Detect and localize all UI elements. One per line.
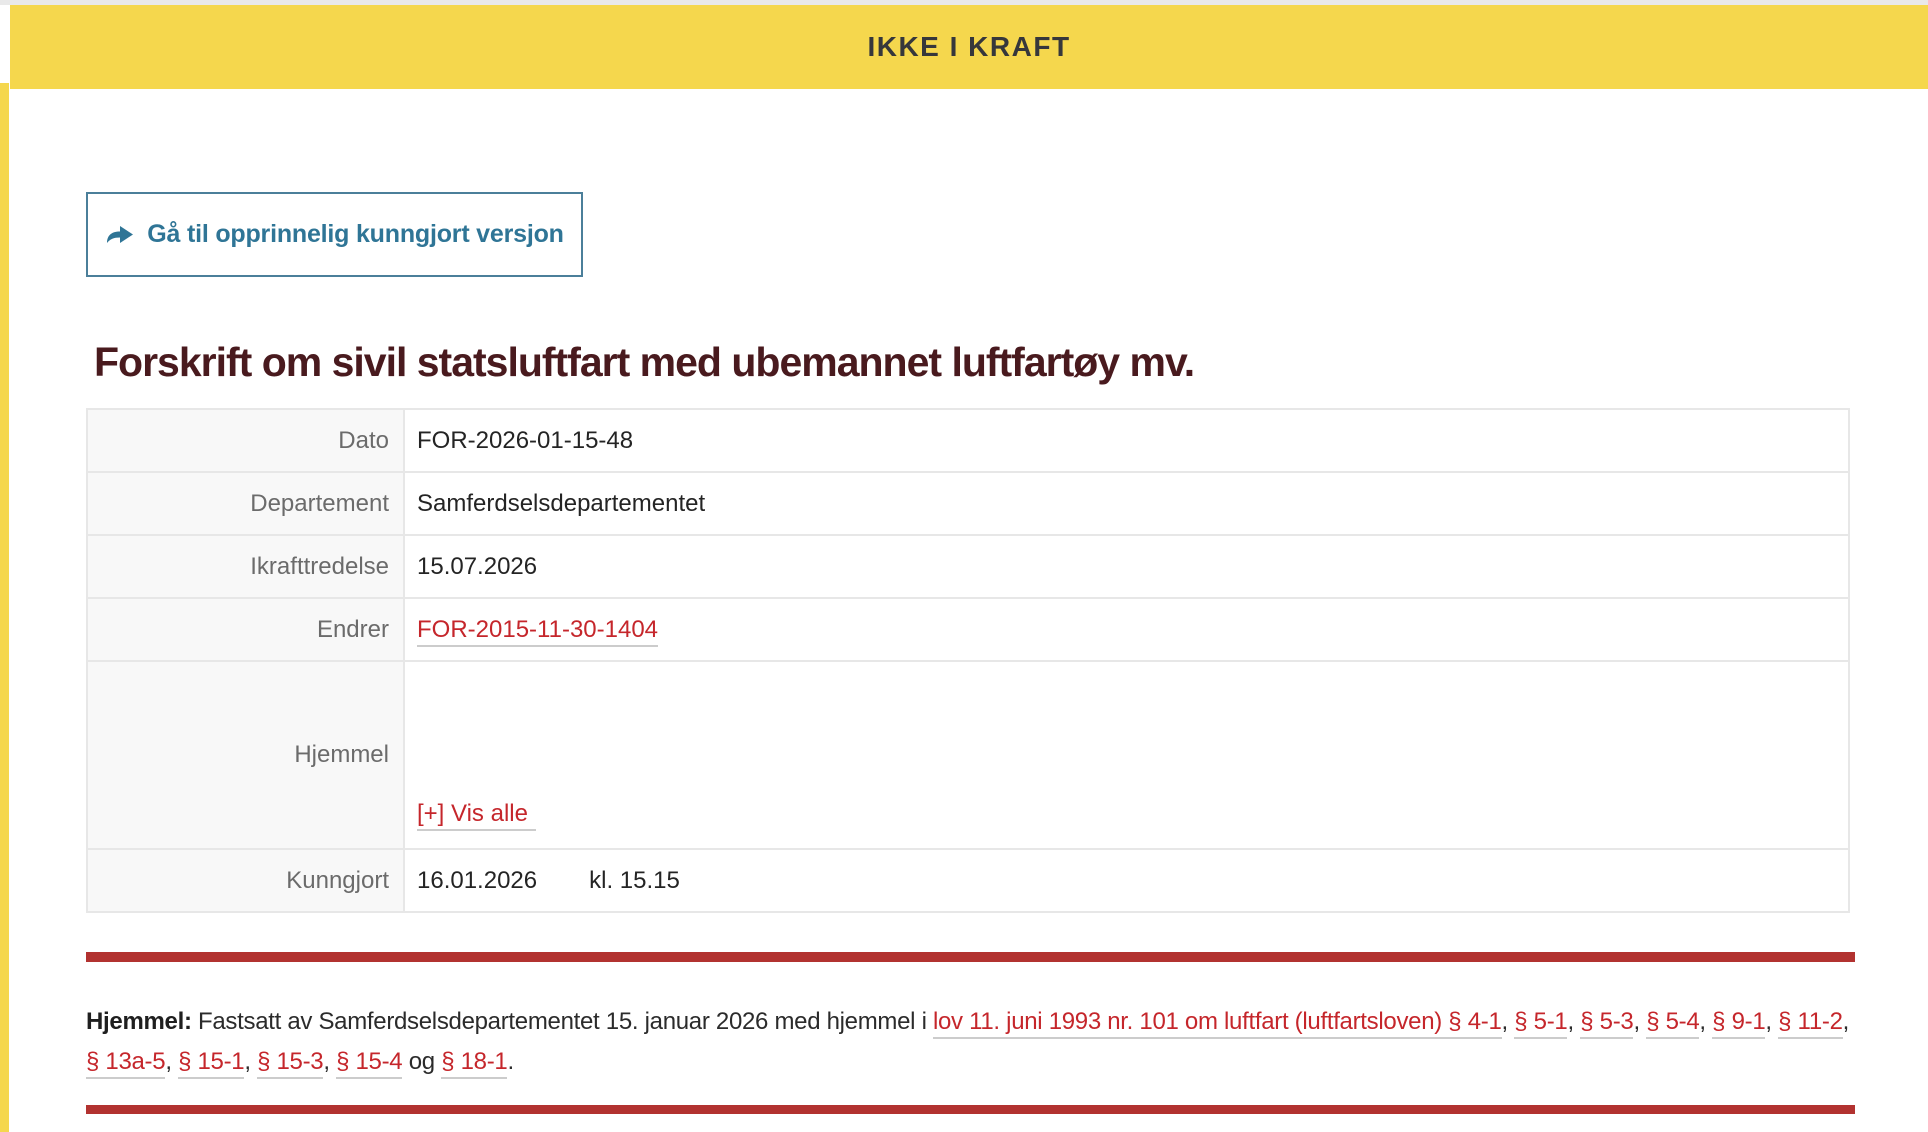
row-value-cell (404, 661, 1849, 849)
hjemmel-text: , (1842, 1008, 1849, 1035)
row-label: Ikrafttredelse (87, 535, 404, 598)
hjemmel-text: . (507, 1048, 514, 1075)
row-label: Endrer (87, 598, 404, 661)
vis-alle-link[interactable]: [+] Vis alle (417, 800, 536, 831)
row-value-time: kl. 15.15 (589, 866, 680, 894)
hjemmel-law-link[interactable]: § 5-3 (1580, 1008, 1633, 1039)
hjemmel-text: , (323, 1048, 337, 1075)
page-title: Forskrift om sivil statsluftfart med ubemannet luftfartøy mv. (94, 339, 1195, 385)
meta-table (86, 408, 1850, 913)
hjemmel-text: , (1633, 1008, 1647, 1035)
table-row (87, 598, 1849, 661)
hjemmel-text: og (402, 1048, 442, 1075)
row-value-cell (404, 849, 1849, 912)
row-value: 16.01.2026 (417, 866, 538, 894)
arrow-right-icon (105, 224, 135, 246)
row-label: Departement (87, 472, 404, 535)
goto-original-version-label: Gå til opprinnelig kunngjort versjon (147, 220, 564, 248)
row-value: 15.07.2026 (417, 552, 538, 580)
row-label: Dato (87, 409, 404, 472)
hjemmel-text: , (1501, 1008, 1515, 1035)
hjemmel-law-link[interactable]: § 5-1 (1514, 1008, 1567, 1039)
table-row (87, 849, 1849, 912)
hjemmel-law-link[interactable]: § 15-4 (336, 1048, 402, 1079)
row-label: Hjemmel (87, 661, 404, 849)
hjemmel-law-link[interactable]: § 13a-5 (86, 1048, 165, 1079)
divider-bar-top (86, 952, 1855, 962)
table-row (87, 472, 1849, 535)
hjemmel-law-link[interactable]: § 11-2 (1778, 1008, 1842, 1039)
goto-original-version-button[interactable] (86, 192, 583, 277)
hjemmel-text: , (1699, 1008, 1713, 1035)
row-label: Kunngjort (87, 849, 404, 912)
divider-bar-bottom (86, 1105, 1855, 1114)
hjemmel-text: Fastsatt av Samferdselsdepartementet 15. januar 2026 med hjemmel i (198, 1008, 933, 1035)
row-value-cell (404, 598, 1849, 661)
hjemmel-text: , (1765, 1008, 1779, 1035)
hjemmel-law-link[interactable]: § 15-1 (178, 1048, 244, 1079)
hjemmel-law-link[interactable]: § 15-3 (257, 1048, 323, 1079)
hjemmel-text: , (165, 1048, 179, 1075)
hjemmel-law-link[interactable]: lov 11. juni 1993 nr. 101 om luftfart (luftfartsloven) § 4-1 (933, 1008, 1502, 1039)
table-row (87, 661, 1849, 849)
hjemmel-text: , (244, 1048, 258, 1075)
hjemmel-paragraph (86, 1002, 1854, 1082)
left-accent-strip (0, 83, 9, 1132)
row-value: FOR-2026-01-15-48 (417, 426, 634, 454)
hjemmel-text: , (1567, 1008, 1581, 1035)
row-value: Samferdselsdepartementet (417, 489, 706, 517)
table-row (87, 535, 1849, 598)
table-row (87, 409, 1849, 472)
hjemmel-law-link[interactable]: § 5-4 (1646, 1008, 1699, 1039)
hjemmel-law-link[interactable]: § 18-1 (441, 1048, 507, 1079)
status-banner (10, 5, 1928, 89)
hjemmel-lead: Hjemmel: (86, 1008, 199, 1035)
endrer-link[interactable]: FOR-2015-11-30-1404 (417, 616, 658, 647)
row-value-cell (404, 472, 1849, 535)
row-value-cell (404, 409, 1849, 472)
hjemmel-law-link[interactable]: § 9-1 (1712, 1008, 1765, 1039)
row-value-cell (404, 535, 1849, 598)
status-banner-label: IKKE I KRAFT (867, 31, 1071, 62)
